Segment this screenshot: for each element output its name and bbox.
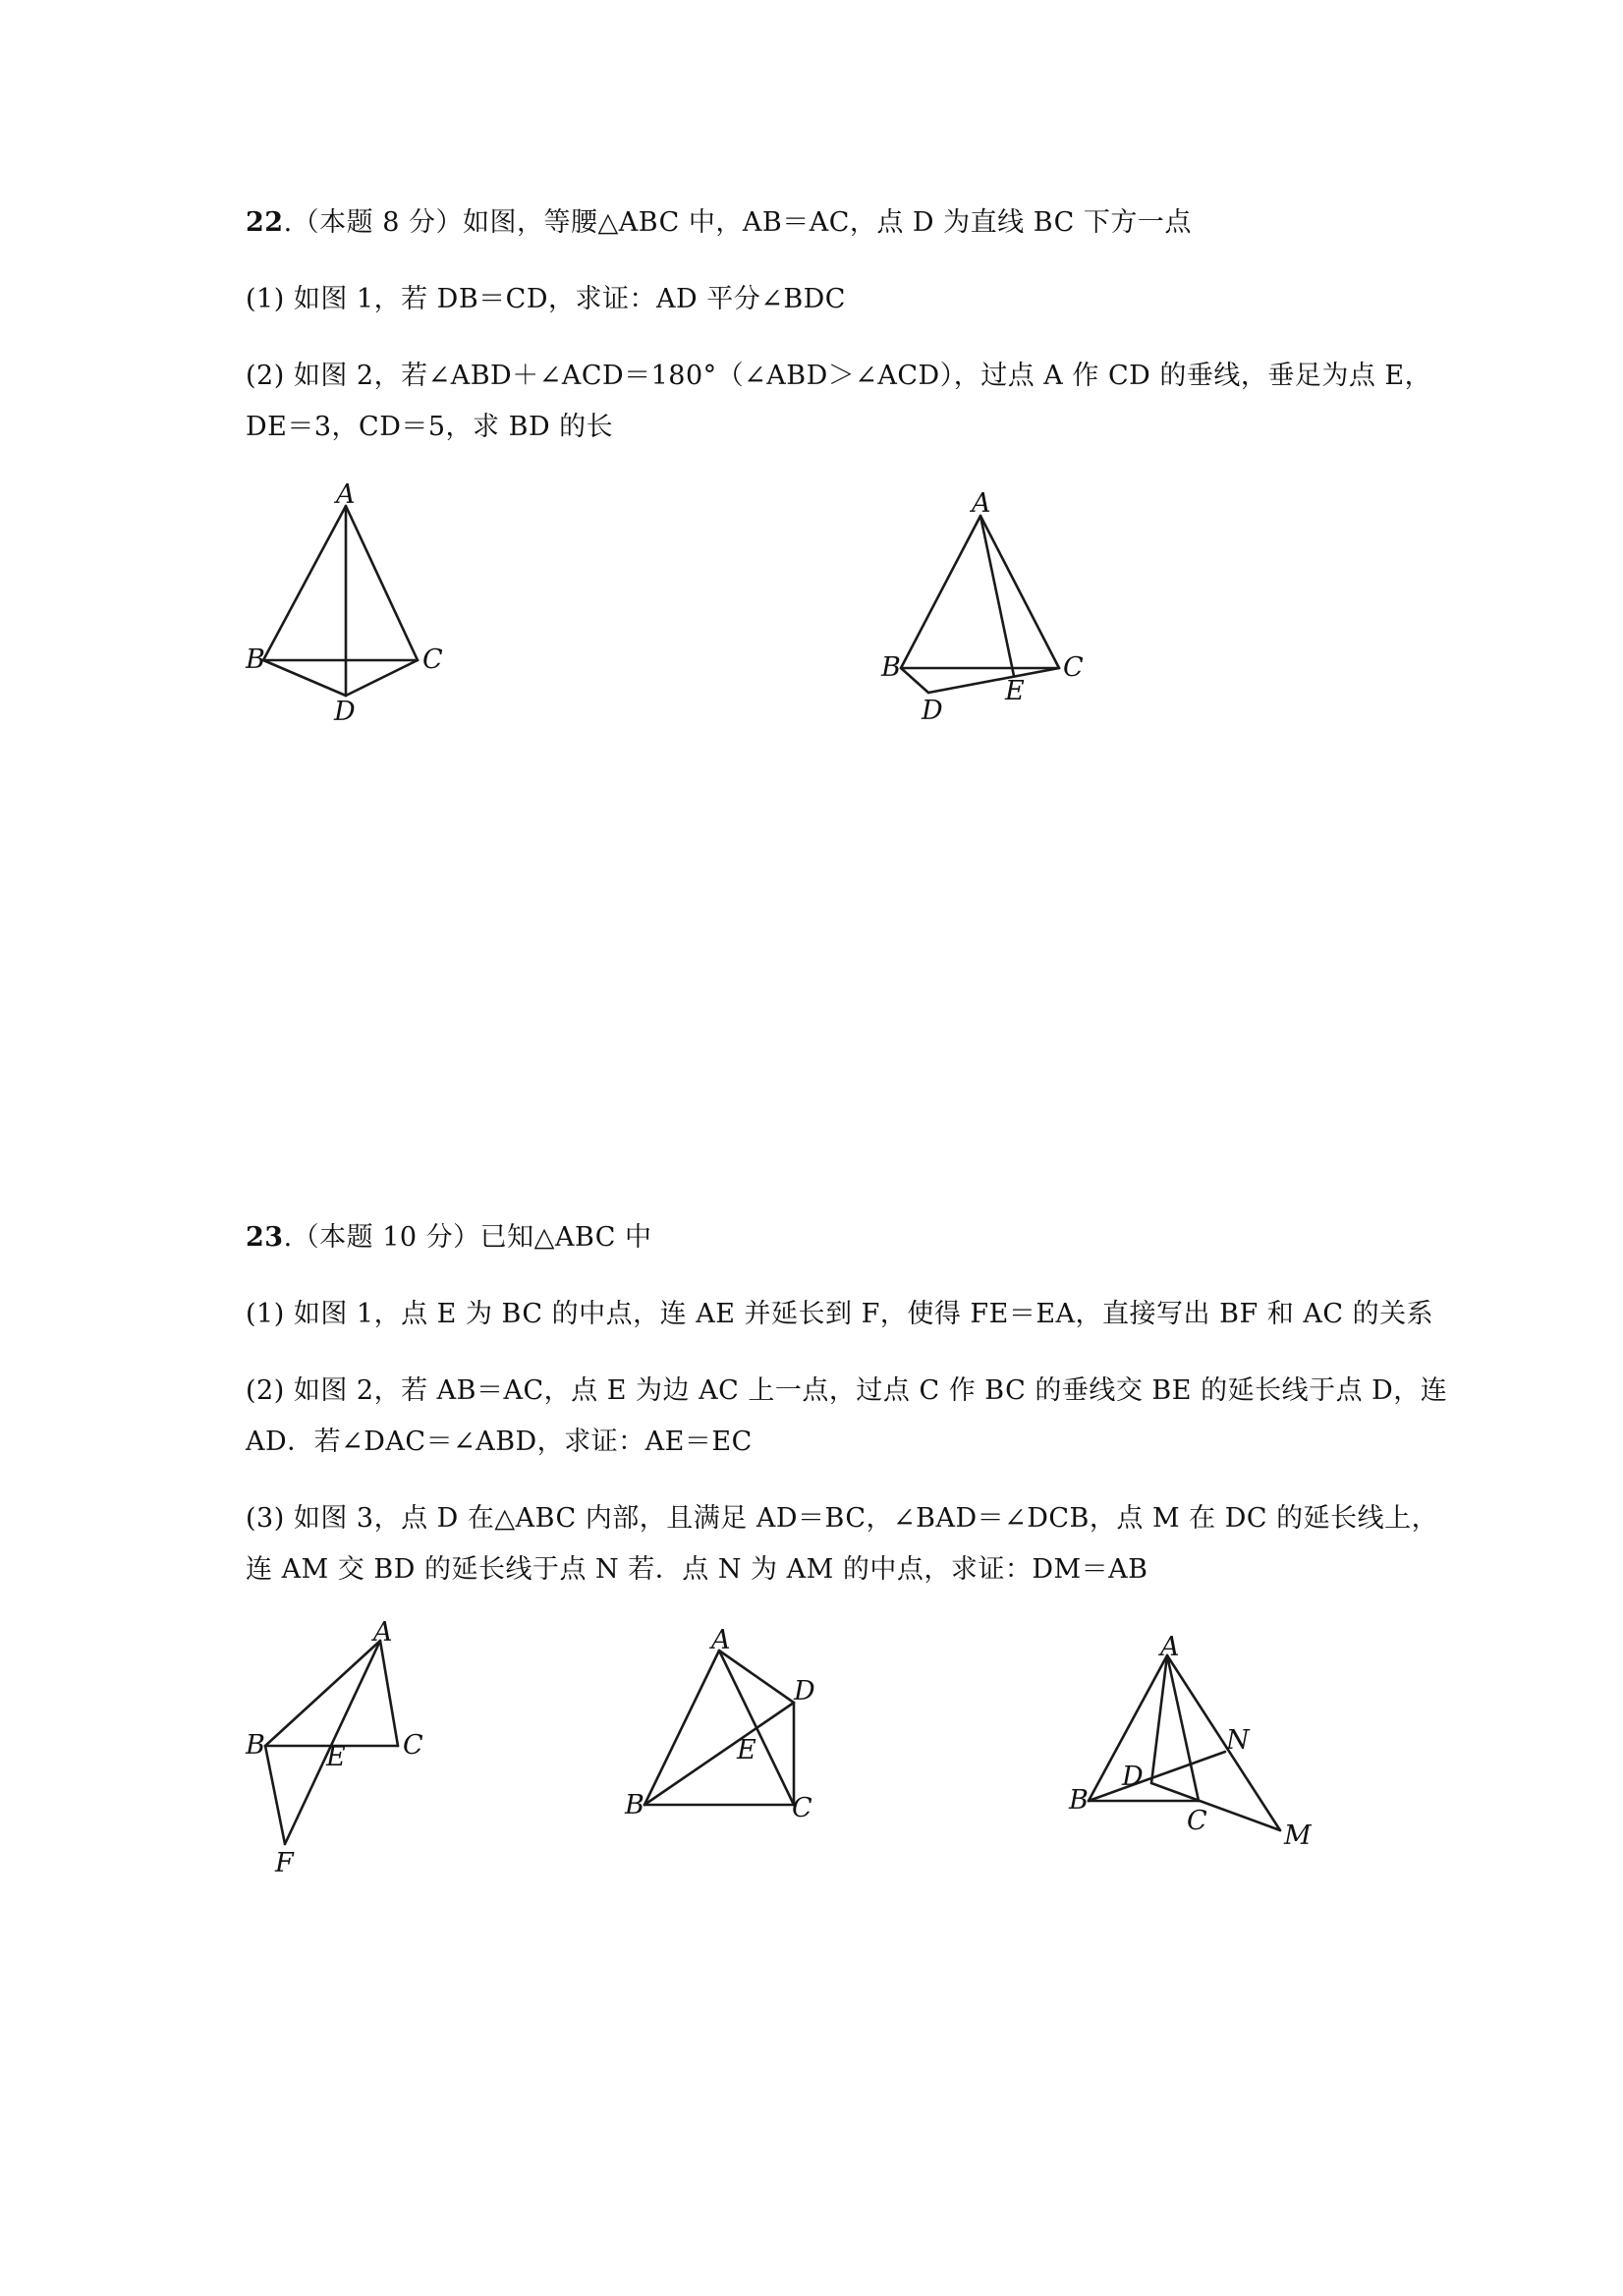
- segment-ac: [980, 516, 1059, 668]
- label-c: C: [422, 644, 443, 675]
- q22-part1: (1) 如图 1，若 DB＝CD，求证：AD 平分∠BDC: [246, 284, 846, 314]
- segment-ab: [644, 1651, 719, 1805]
- label-a: A: [373, 1617, 393, 1648]
- q23-header-text: .（本题 10 分）已知△ABC 中: [283, 1222, 652, 1253]
- q23-part3-line2: 连 AM 交 BD 的延长线于点 N 若．点 N 为 AM 的中点，求证：DM＝AB: [246, 1554, 1148, 1585]
- segment-ac: [346, 506, 418, 660]
- segment-bd: [901, 668, 928, 693]
- segment-dm: [1151, 1783, 1280, 1830]
- segment-am: [1167, 1655, 1280, 1830]
- q23-figure-1: [236, 1616, 462, 1881]
- segment-bd: [263, 660, 346, 696]
- q22-header-text: .（本题 8 分）如图，等腰△ABC 中，AB＝AC，点 D 为直线 BC 下方一点: [283, 207, 1192, 238]
- segment-ac: [380, 1641, 398, 1746]
- segment-ab: [901, 516, 980, 668]
- label-c: C: [792, 1793, 812, 1823]
- label-e: E: [737, 1735, 756, 1765]
- label-c: C: [1063, 652, 1084, 683]
- segment-cd: [346, 660, 418, 696]
- segment-dc: [928, 668, 1059, 693]
- segment-ab: [263, 506, 346, 660]
- label-b: B: [1069, 1785, 1089, 1816]
- label-c: C: [403, 1730, 423, 1761]
- q23-number: 23: [246, 1222, 284, 1253]
- label-d: D: [1122, 1762, 1144, 1792]
- label-b: B: [625, 1790, 644, 1820]
- label-a: A: [711, 1625, 731, 1655]
- q22-part2-line2: DE＝3，CD＝5，求 BD 的长: [246, 412, 614, 442]
- q23-part1: (1) 如图 1，点 E 为 BC 的中点，连 AE 并延长到 F，使得 FE＝EA，直接写出 BF 和 AC 的关系: [246, 1299, 1434, 1329]
- label-b: B: [246, 1730, 265, 1761]
- label-e: E: [326, 1742, 346, 1772]
- label-d: D: [922, 696, 943, 726]
- q22-part2-line1: (2) 如图 2，若∠ABD＋∠ACD＝180°（∠ABD＞∠ACD），过点 A 作 CD 的垂线，垂足为点 E，: [246, 361, 1432, 391]
- segment-bf: [265, 1746, 285, 1844]
- label-f: F: [275, 1848, 294, 1878]
- q22-figure-1: [236, 481, 462, 737]
- label-a: A: [972, 488, 991, 519]
- segment-bn: [1089, 1752, 1225, 1801]
- q22-header: [246, 206, 1192, 240]
- q23-part2-line2: AD．若∠DAC＝∠ABD，求证：AE＝EC: [246, 1427, 753, 1457]
- segment-ad: [1151, 1655, 1167, 1783]
- q22-figure-2: [869, 486, 1095, 732]
- q23-part2-line1: (2) 如图 2，若 AB＝AC，点 E 为边 AC 上一点，过点 C 作 BC 的垂线交 BE 的延长线于点 D，连: [246, 1375, 1448, 1406]
- label-m: M: [1284, 1820, 1312, 1851]
- segment-ac: [1167, 1655, 1199, 1801]
- label-c: C: [1187, 1806, 1207, 1836]
- label-d: D: [794, 1676, 815, 1707]
- segment-ab: [265, 1641, 380, 1746]
- label-e: E: [1005, 676, 1025, 706]
- label-d: D: [334, 697, 356, 727]
- label-a: A: [1160, 1632, 1180, 1662]
- label-a: A: [336, 479, 356, 510]
- segment-ae: [980, 516, 1014, 676]
- q23-header: [246, 1221, 652, 1255]
- q23-part3-line1: (3) 如图 3，点 D 在△ABC 内部，且满足 AD＝BC，∠BAD＝∠DCB，点 M 在 DC 的延长线上，: [246, 1503, 1439, 1534]
- label-b: B: [881, 652, 901, 683]
- q23-figure-3: [1066, 1632, 1331, 1872]
- segment-bd: [644, 1703, 794, 1805]
- q23-figure-2: [617, 1621, 843, 1837]
- q22-number: 22: [246, 207, 284, 238]
- label-n: N: [1226, 1725, 1250, 1756]
- label-b: B: [246, 644, 265, 675]
